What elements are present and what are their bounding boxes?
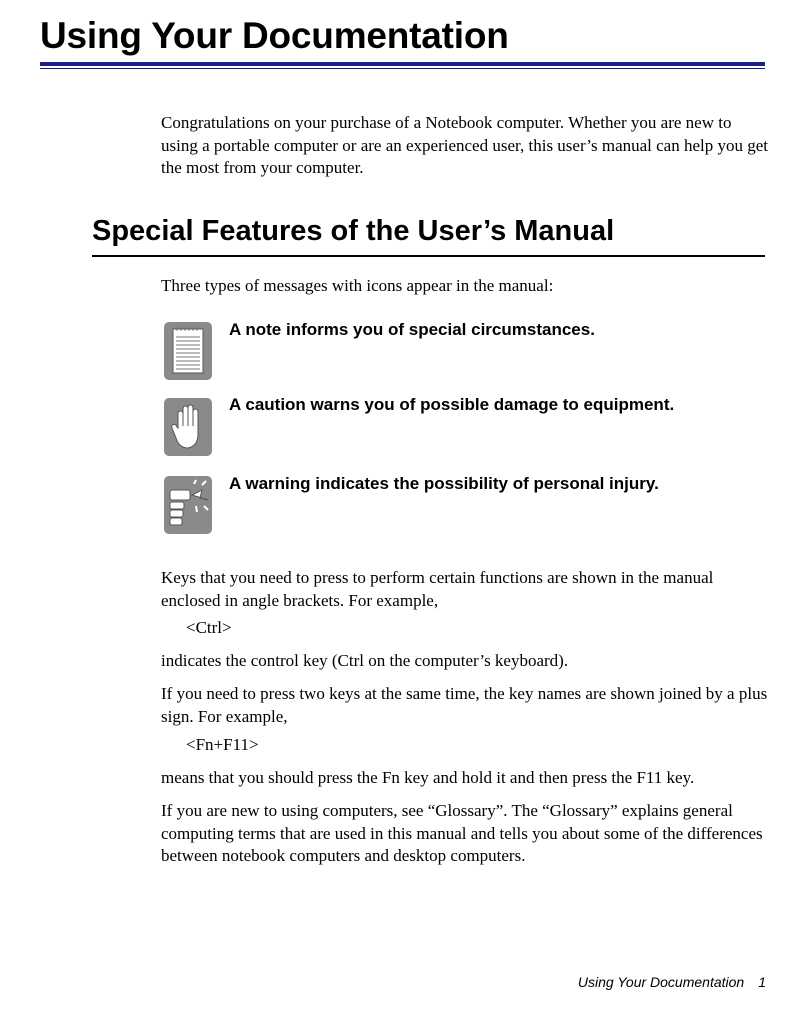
intro-paragraph: Congratulations on your purchase of a Notebook computer. Whether you are new to using a portable computer or are an experienced user, this user’s manual can help you get the most from your computer. (161, 113, 769, 177)
fn-explanation: means that you should press the Fn key and hold it and then press the F11 key. (161, 768, 695, 787)
page-footer (578, 974, 766, 990)
caution-hand-icon (164, 398, 212, 456)
warning-hand-icon (164, 476, 212, 534)
example-fn-key: <Fn+F11> (186, 735, 259, 754)
message-types-intro: Three types of messages with icons appear in the manual: (161, 276, 554, 295)
page-title: Using Your Documentation (40, 15, 509, 56)
footer-chapter-title: Using Your Documentation (577, 974, 745, 990)
title-rule-thin (40, 68, 765, 69)
note-message: A note informs you of special circumstances. (229, 320, 595, 339)
example-ctrl-key: <Ctrl> (186, 618, 232, 637)
section-heading: Special Features of the User’s Manual (92, 215, 615, 247)
glossary-paragraph: If you are new to using computers, see “Glossary”. The “Glossary” explains general computing terms that are used in this manual and tells you about some of the differences between notebook computers and desktop computers. (161, 801, 763, 865)
warning-message: A warning indicates the possibility of personal injury. (229, 474, 659, 493)
title-rule-thick (40, 62, 765, 66)
caution-message: A caution warns you of possible damage to equipment. (229, 395, 675, 414)
page-number: 1 (758, 974, 766, 990)
two-keys-paragraph: If you need to press two keys at the same time, the key names are shown joined by a plus sign. For example, (161, 684, 768, 726)
note-icon (164, 322, 212, 380)
ctrl-explanation: indicates the control key (Ctrl on the computer’s keyboard). (161, 651, 569, 670)
section-rule (92, 255, 765, 257)
keys-paragraph: Keys that you need to press to perform certain functions are shown in the manual enclosed in angle brackets. For example, (161, 568, 714, 610)
